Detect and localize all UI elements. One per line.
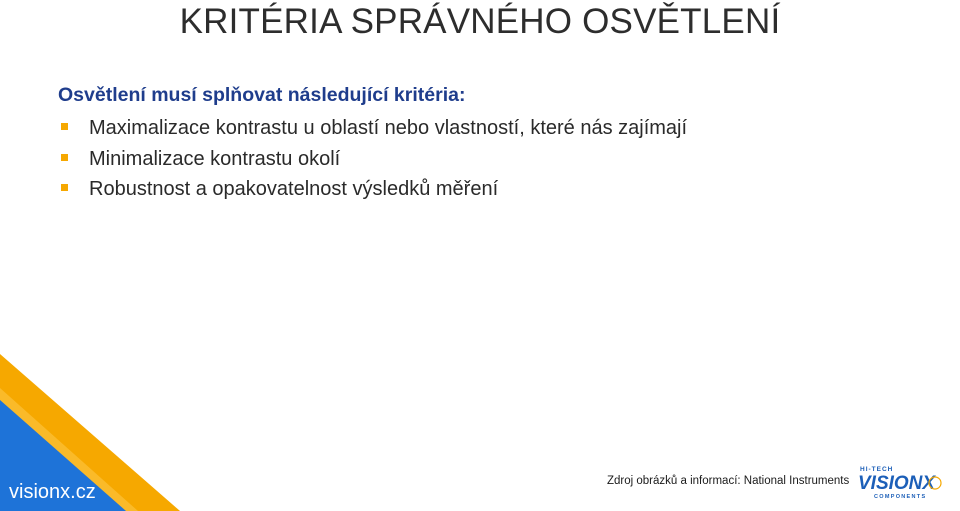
list-item-text: Robustnost a opakovatelnost výsledků měření [89,178,499,200]
slide-title: KRITÉRIA SPRÁVNÉHO OSVĚTLENÍ [179,2,781,41]
source-note: Zdroj obrázků a informací: National Instruments [607,475,850,487]
list-item-text: Maximalizace kontrastu u oblastí nebo vlastností, které nás zajímají [89,117,688,139]
logo-bottom-text: COMPONENTS [874,494,927,500]
square-bullet-icon [61,123,68,130]
square-bullet-icon [61,154,68,161]
square-bullet-icon [61,184,68,191]
list-item [58,144,687,175]
criteria-list [58,113,687,205]
criteria-heading: Osvětlení musí splňovat následující kritéria: [58,84,466,106]
logo-main-text: VISIONX [858,473,936,494]
visionx-logo [852,462,948,502]
list-item [58,113,687,144]
logo-top-text: HI-TECH [860,466,894,473]
list-item-text: Minimalizace kontrastu okolí [89,147,341,170]
list-item [58,174,687,205]
brand-url: visionx.cz [9,481,96,503]
